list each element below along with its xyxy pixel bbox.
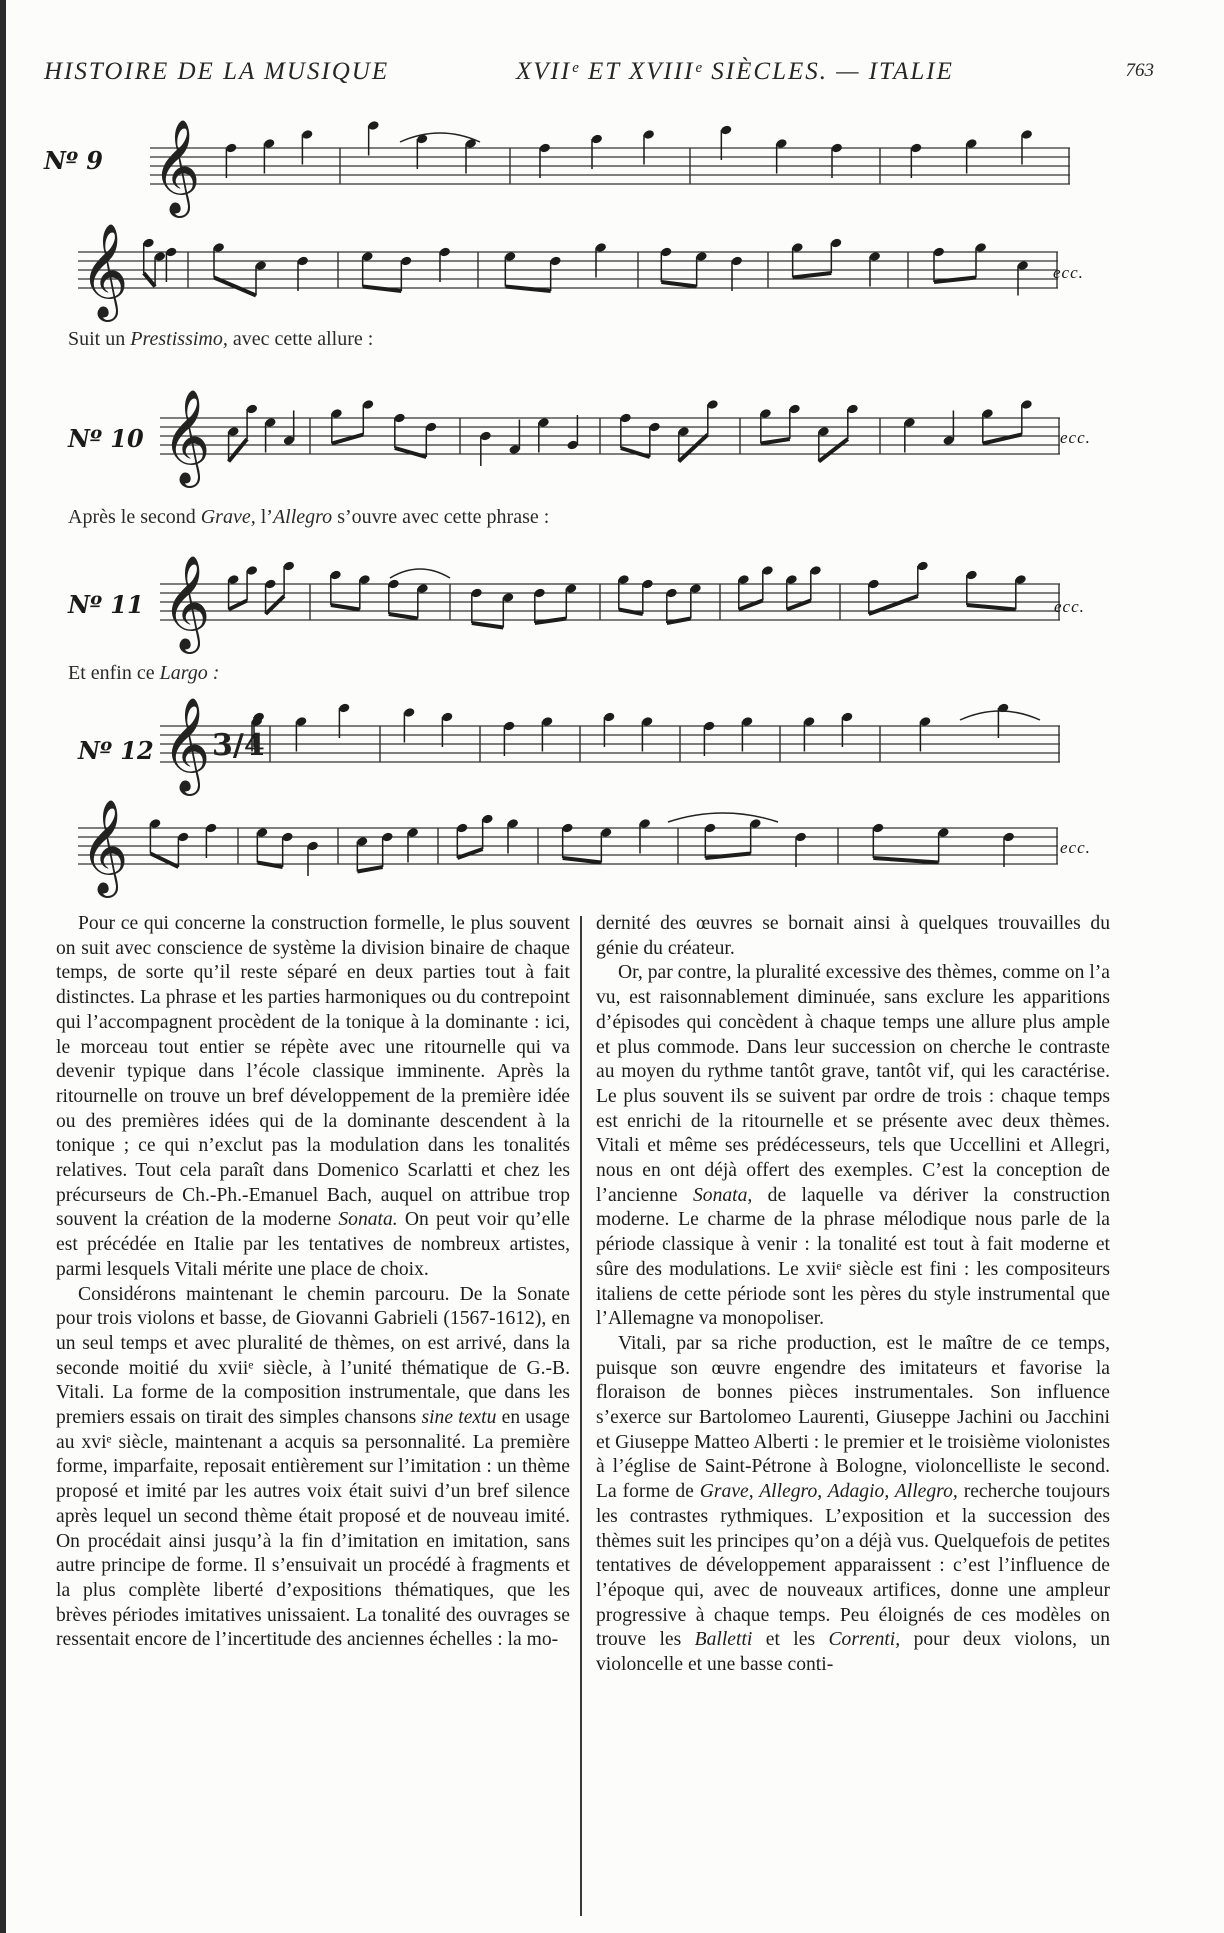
paragraph-italic: Balletti	[694, 1629, 753, 1651]
note-beam	[667, 619, 691, 624]
example-11-label: Nº 11	[68, 590, 144, 619]
example-9-ecc: ecc.	[1053, 263, 1084, 282]
note-beam	[761, 439, 790, 444]
running-header	[44, 58, 1154, 88]
paragraph	[56, 1283, 570, 1654]
note-beam	[144, 273, 155, 287]
example-9-staff-1	[150, 119, 1070, 214]
example-12-label: Nº 12	[78, 736, 154, 765]
caption-prestissimo	[68, 328, 373, 351]
paragraph	[596, 961, 1110, 1332]
note-beam	[214, 278, 256, 296]
paragraph	[56, 912, 570, 1283]
paragraph-italic: sine textu	[421, 1407, 497, 1429]
paragraph-text: en usage au xviᵉ siècle, maintenant a acquis sa personnalité. La première forme, imparfaite, reposait entièrement sur l’imitation : un thème proposé et imité par les autres voix était suivi d’un bref silence après lequel un second thème était proposé et de nouveau imité. On procédait ainsi jusqu’à la fin d’imitation en imitation, sans autre principe de forme. Il s’ensuivait un procédé à fragments et la plus complète liberté d’expositions thématiques, que les brèves périodes imitatives unissaient. La tonalité des ouvrages se ressentait encore de l’incertitude des anciennes échelles : la mo-	[56, 1407, 570, 1651]
paragraph-text: Pour ce qui concerne la construction formelle, le plus souvent on suit avec conscience de système la division binaire de chaque temps, de sorte qu’il reste séparé en deux parties tout à fait distinctes. La phrase et les parties harmoniques ou du contrepoint qui l’accompagnent procèdent de la tonique à la dominante : ici, le morceau tout entier se répète avec une ritournelle qui va devenir typique dans l’école classique imminente. Après la ritournelle on trouve un bref développement de la première idée ou des premières idées qui de la dominante descendent à la tonique ; ce qui n’exclut pas la modulation dans les tonalités relatives. Tout cela paraît dans Domenico Scarlatti et chez les précurseurs de Ch.-Ph.-Emanuel Bach, auquel on attribue trop souvent la création de la moderne	[56, 913, 570, 1231]
paragraph-text: de laquelle va dériver la construction moderne. Le charme de la phrase mélodique nous parle de la période classique à venir : la tonalité est tout à fait moderne et sûre des modulations. Le xviiᵉ siècle est fini : les compositeurs italiens de cette période sont les pères du style instrumental que l’Allemagne va monopoliser.	[596, 1184, 1110, 1330]
caption-text: Suit un	[68, 328, 131, 350]
paragraph-italic: Sonata,	[692, 1184, 753, 1206]
note-beam	[505, 287, 550, 292]
example-11-ecc: ecc.	[1054, 597, 1085, 616]
note-beam	[363, 287, 402, 292]
caption-text: s’ouvre avec cette phrase :	[332, 506, 550, 528]
caption-italic: Prestissimo,	[130, 328, 228, 350]
note-beam	[967, 605, 1016, 610]
note-beam	[563, 858, 602, 863]
body-text	[56, 912, 1128, 1922]
caption-allegro	[68, 506, 549, 529]
example-9-label: Nº 9	[44, 146, 103, 175]
paragraph-text: dernité des œuvres se bornait ainsi à quelques trouvailles du génie du créateur.	[596, 913, 1110, 959]
paragraph-text: et les	[752, 1629, 829, 1651]
treble-clef-icon: 𝄞	[162, 697, 211, 792]
example-9-staff-2	[78, 223, 1058, 318]
note-beam	[331, 605, 360, 610]
right-column	[596, 912, 1110, 1678]
note-beam	[619, 610, 643, 615]
treble-clef-icon: 𝄞	[152, 119, 201, 214]
example-12-staff-2	[78, 799, 1058, 894]
paragraph-text: pour deux violons, un violoncelle et une basse conti-	[596, 1629, 1110, 1676]
treble-clef-icon: 𝄞	[162, 389, 211, 484]
note-beam	[457, 849, 482, 858]
caption-italic: Grave,	[200, 506, 256, 528]
caption-text: avec cette allure :	[227, 328, 374, 350]
caption-largo	[68, 662, 219, 685]
caption-text: Après le second	[68, 506, 201, 528]
header-section-title: XVIIᵉ ET XVIIIᵉ SIÈCLES. — ITALIE	[516, 58, 954, 85]
slur-arc	[668, 813, 778, 822]
caption-italic: Allegro	[272, 506, 333, 528]
paragraph-text: Considérons maintenant le chemin parcouru. De la Sonate pour trois violons et basse, de Giovanni Gabrieli (1567-1612), en un seul temps et avec pluralité de thèmes, on est arrivé, dans la seconde moitié du xviiᵉ siècle, à l’unité thématique de G.-B. Vitali. La forme de la composition instrumentale, que dans les premiers essais on tirait des simples chansons	[56, 1283, 570, 1429]
caption-text: Et enfin ce	[68, 662, 160, 684]
note-beam	[661, 282, 696, 287]
paragraph-text: On peut voir qu’elle est précédée en Italie par les tentatives de nombreux artistes, parmi lesquels Vitali mérite une place de choix.	[56, 1209, 570, 1280]
note-beam	[679, 435, 708, 462]
time-signature: 3/4	[212, 728, 265, 763]
paragraph-italic: Correnti,	[828, 1629, 901, 1651]
paragraph	[596, 1332, 1110, 1678]
left-column	[56, 912, 570, 1653]
caption-italic: Largo :	[159, 662, 220, 684]
treble-clef-icon: 𝄞	[162, 555, 211, 650]
paragraph-text: Vitali, par sa riche production, est le maître de ce temps, puisque son œuvre engendre des imitateurs et favorise la floraison de bonnes pièces instrumentales. Son influence s’exerce sur Bartolomeo Laurenti, Giuseppe Jachini ou Jacchini et Giuseppe Matteo Alberti : le premier et le troisième violonistes à l’église de Saint-Pétrone à Bologne, violoncelliste le second. La forme de	[596, 1332, 1110, 1503]
note-beam	[873, 858, 938, 863]
caption-text: l’	[255, 506, 273, 528]
paragraph-text: recherche toujours les contrastes rythmiques. L’exposition et la succession des thèmes suit les principes qu’on a déjà vus. Quelquefois de petites tentatives de développement apparaissent : c’est l’influence de l’époque qui, avec de nouveaux artifices, donne une ampleur progressive à chaque temps. Peu éloignés de ces modèles on trouve les	[596, 1481, 1110, 1651]
slur-arc	[960, 711, 1040, 720]
note-beam	[621, 448, 650, 457]
paragraph-italic: Sonata.	[338, 1209, 398, 1231]
note-beam	[472, 623, 504, 628]
note-beam	[395, 448, 427, 457]
example-10-ecc: ecc.	[1060, 428, 1091, 447]
example-11-staff	[160, 555, 1060, 650]
note-beam	[389, 614, 418, 619]
example-12-ecc: ecc.	[1060, 838, 1091, 857]
example-10-label: Nº 10	[68, 424, 144, 453]
paragraph-text: Or, par contre, la pluralité excessive des thèmes, comme on l’a vu, est raisonnablement diminuée, sans exclure les apparitions d’épisodes qui concèdent à chaque temps une allure plus ample et plus commode. Dans leur succession on cherche le contraste au moyen du rythme tantôt grave, tantôt vif, qui les caractérise. Le plus souvent ils se suivent par ordre de trois : chaque temps est enrichi de la ritournelle et se présente avec deux thèmes. Vitali et même ses prédécesseurs, tels que Uccellini et Allegri, nous en ont déjà offert des exemples. C’est la conception de l’ancienne	[596, 962, 1110, 1206]
column-divider	[580, 916, 582, 1916]
note-beam	[257, 863, 282, 868]
treble-clef-icon: 𝄞	[80, 799, 129, 894]
note-beam	[535, 619, 567, 624]
note-beam	[357, 867, 382, 872]
treble-clef-icon: 𝄞	[80, 223, 129, 318]
note-beam	[705, 854, 750, 859]
note-beam	[819, 439, 848, 462]
header-book-title: HISTOIRE DE LA MUSIQUE	[44, 58, 390, 85]
slur-arc	[390, 569, 450, 578]
page-edge-rule	[0, 0, 6, 1933]
note-beam	[229, 439, 248, 462]
example-10-staff	[160, 389, 1060, 488]
paragraph	[596, 912, 1110, 961]
paragraph-italic: Grave, Allegro, Adagio, Allegro,	[699, 1481, 958, 1503]
page-number: 763	[1125, 60, 1154, 81]
example-12-staff-1	[160, 697, 1060, 792]
note-beam	[793, 273, 832, 278]
note-beam	[934, 278, 976, 283]
